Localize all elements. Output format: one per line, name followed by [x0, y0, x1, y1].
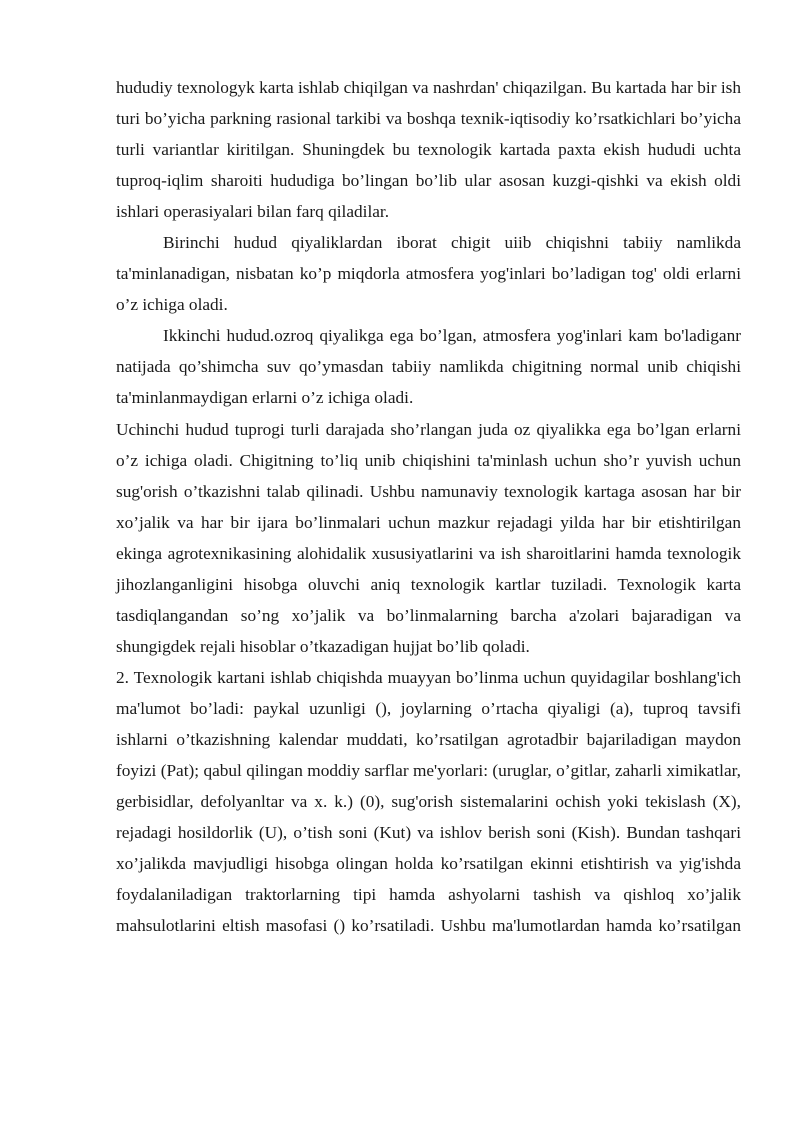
paragraph-second-zone: Ikkinchi hudud.ozroq qiyalikga ega bo’lgan, atmosfera yog'inlari kam bo'ladiganr natijada qo’shimcha suv qo’ymasdan tabiiy namlikda chigitning normal unib chiqishi ta'minlanmaydigan erlarni o’z ichiga oladi.	[116, 326, 741, 408]
paragraph-third-zone: Uchinchi hudud tuprogi turli darajada sho’rlangan juda oz qiyalikka ega bo’lgan erlarni o’z ichiga oladi. Chigitning to’liq unib chiqishini ta'minlash uchun sho’r yuvish uchun sug'orish o’tkazishni talab qilinadi. Ushbu namunaviy texnologik kartaga asosan har bir xo’jalik va har bir ijara bo’linmalari uchun mazkur rejadagi yilda har bir etishtirilgan ekinga agrotexnikasining alohidalik xususiyatlarini va ish sharoitlarini hamda texnologik jihozlanganligini hisobga oluvchi aniq texnologik kartlar tuziladi. Texnologik karta tasdiqlangandan so’ng xo’jalik va bo’linmalarning barcha a'zolari bajaradigan va shungigdek rejali hisoblar o’tkazadigan hujjat bo’lib qoladi.	[116, 419, 741, 656]
paragraph-intro: hududiy texnologyk karta ishlab chiqilgan va nashrdan' chiqazilgan. Bu kartada har bir ish turi bo’yicha parkning rasional tarkibi va boshqa texnik-iqtisodiy ko’rsatkichlari bo’yicha turli variantlar kiritilgan. Shuningdek bu texnologik kartada paxta ekish hududi uchta tuproq-iqlim sharoiti hududiga bo’lingan bo’lib ular asosan kuzgi-qishki va ekish oldi ishlari operasiyalari bilan farq qiladilar.	[116, 78, 741, 222]
paragraph-first-zone: Birinchi hudud qiyaliklardan iborat chigit uiib chiqishni tabiiy namlikda ta'minlanadigan, nisbatan ko’p miqdorla atmosfera yog'inlari bo’ladigan tog' oldi erlarni o’z ichiga oladi.	[116, 233, 741, 315]
paragraph-section-2: 2. Texnologik kartani ishlab chiqishda muayyan bo’linma uchun quyidagilar boshlang'ich ma'lumot bo’ladi: paykal uzunligi (), joylarning o’rtacha qiyaligi (a), tuproq tavsifi ishlarni o’tkazishning kalendar muddati, ko’rsatilgan agrotadbir bajariladigan maydon foyizi (Pat); qabul qilingan moddiy sarflar me'yorlari: (uruglar, o’gitlar, zaharli ximikatlar, gerbisidlar, defolyanltar va x. k.) (0), sug'orish sistemalarini ochish yoki tekislash (X), rejadagi hosildorlik (U), o’tish soni (Kut) va ishlov berish soni (Kish). Bundan tashqari xo’jalikda mavjudligi hisobga olingan holda ko’rsatilgan ekinni etishtirish va yig'ishda foydalaniladigan traktorlarning tipi hamda ashyolarni tashish va qishloq xo’jalik mahsulotlarini eltish masofasi () ko’rsatiladi. Ushbu ma'lumotlardan hamda ko’rsatilgan	[116, 667, 741, 936]
document-body	[116, 72, 741, 941]
